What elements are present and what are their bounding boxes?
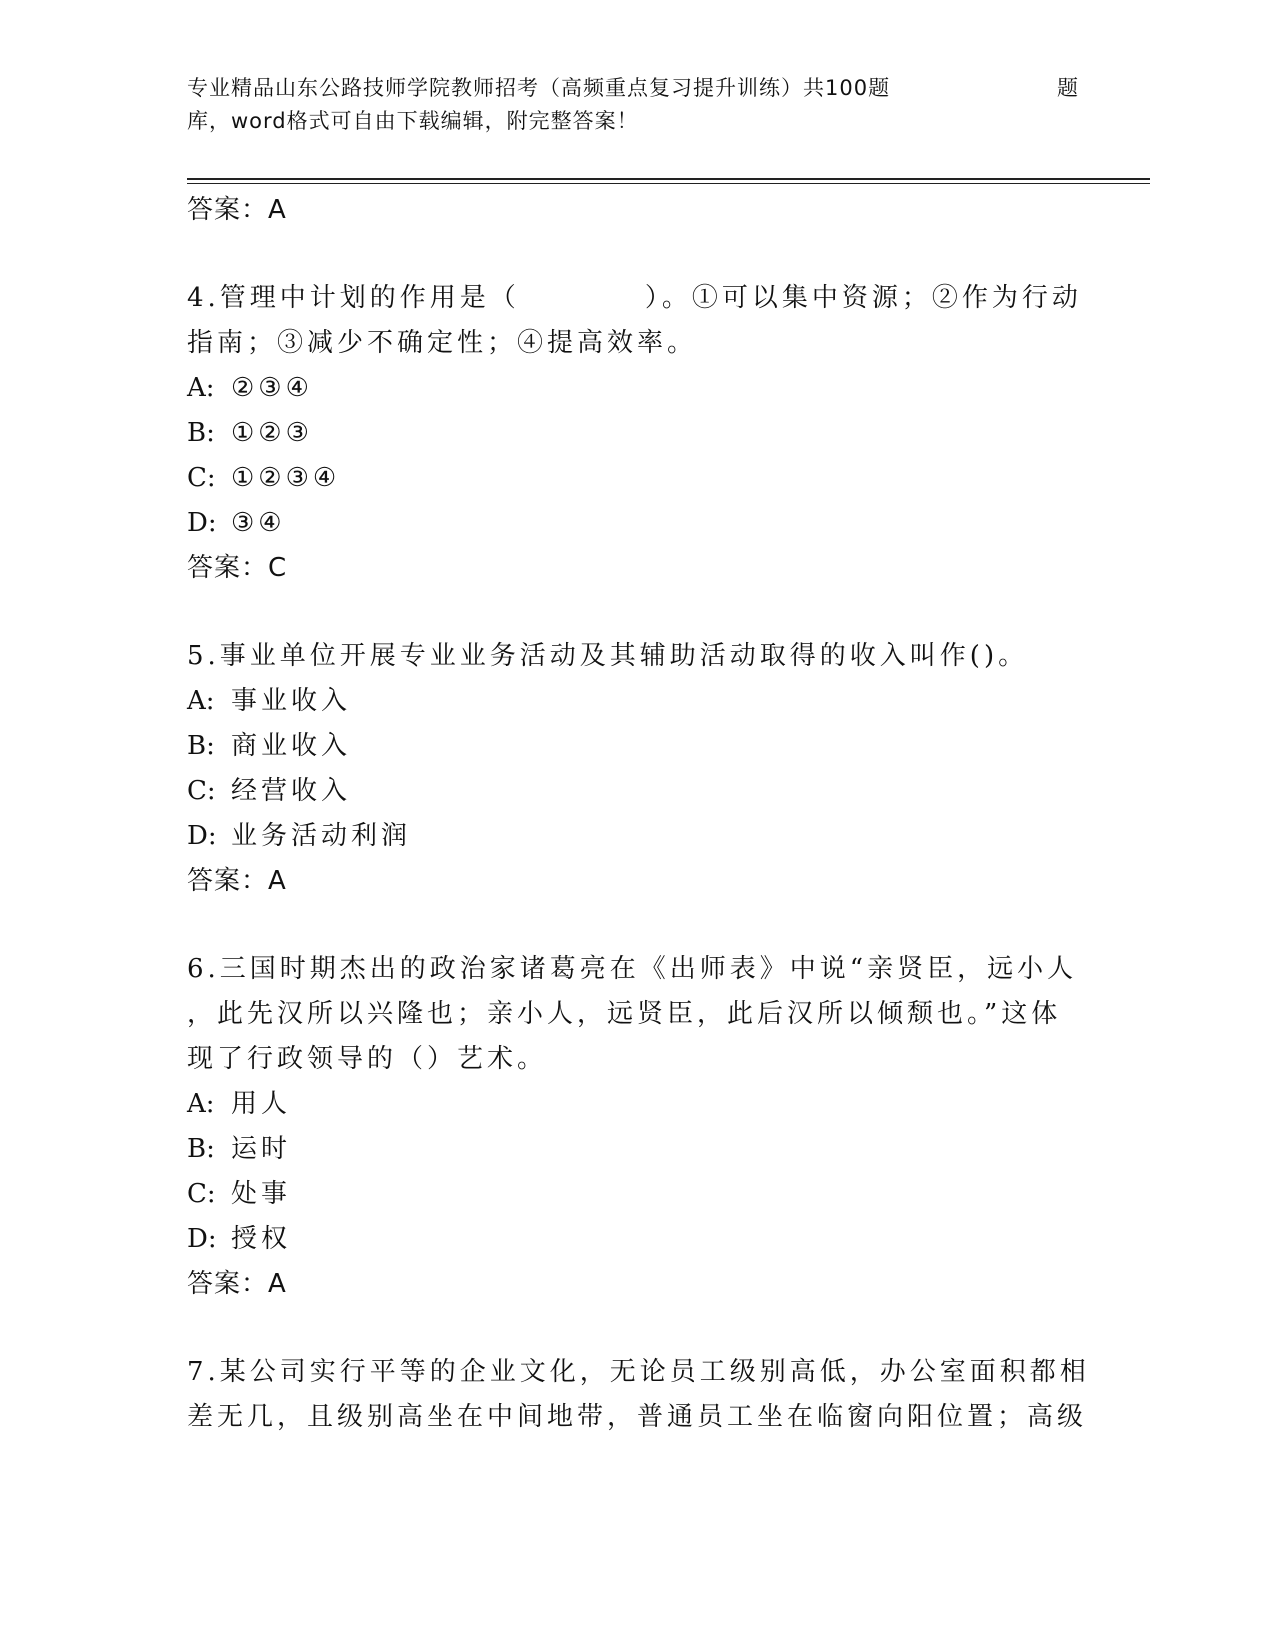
option-c bbox=[187, 456, 1087, 501]
answer-line: 答案：C bbox=[187, 553, 288, 583]
question-4 bbox=[187, 276, 1087, 591]
question-text-line: 7.某公司实行平等的企业文化，无论员工级别高低，办公室面积都相 bbox=[187, 1357, 1090, 1387]
option-a bbox=[187, 679, 1087, 724]
option-a bbox=[187, 366, 1087, 411]
document-header bbox=[187, 72, 1087, 138]
option-text: 经营收入 bbox=[231, 776, 352, 806]
option-c bbox=[187, 1172, 1087, 1217]
option-text: ①②③ bbox=[231, 418, 313, 448]
header-title-tail: 题 bbox=[1057, 76, 1079, 100]
question-text-line: ，此先汉所以兴隆也；亲小人，远贤臣，此后汉所以倾颓也。”这体 bbox=[187, 999, 1062, 1029]
option-key: B: bbox=[187, 731, 215, 761]
option-b bbox=[187, 411, 1087, 456]
question-text bbox=[187, 276, 1087, 321]
option-text: 用人 bbox=[231, 1089, 292, 1119]
option-key: C: bbox=[187, 1179, 216, 1209]
option-text: 业务活动利润 bbox=[231, 821, 412, 851]
header-divider-thin bbox=[187, 183, 1150, 184]
option-text: ①②③④ bbox=[231, 463, 341, 493]
option-d bbox=[187, 501, 1087, 546]
answer-line: 答案：A bbox=[187, 1269, 287, 1299]
option-key: B: bbox=[187, 418, 215, 448]
document-body bbox=[187, 188, 1090, 1440]
question-text-line: 6.三国时期杰出的政治家诸葛亮在《出师表》中说“亲贤臣，远小人 bbox=[187, 954, 1078, 984]
option-c bbox=[187, 769, 1087, 814]
option-key: B: bbox=[187, 1134, 215, 1164]
header-line-2: 库，word格式可自由下载编辑，附完整答案！ bbox=[187, 109, 639, 133]
option-key: D: bbox=[187, 508, 217, 538]
option-a bbox=[187, 1082, 1087, 1127]
question-6 bbox=[187, 947, 1087, 1307]
option-text: 授权 bbox=[231, 1224, 292, 1254]
option-d bbox=[187, 1217, 1087, 1262]
question-text-part: 4.管理中计划的作用是（ bbox=[187, 283, 520, 313]
option-key: A: bbox=[187, 1089, 215, 1119]
option-text: ③④ bbox=[231, 508, 286, 538]
option-key: D: bbox=[187, 1224, 217, 1254]
question-text-line: 5.事业单位开展专业业务活动及其辅助活动取得的收入叫作()。 bbox=[187, 641, 1029, 671]
question-7 bbox=[187, 1350, 1090, 1440]
question-text-part: ）。①可以集中资源；②作为行动 bbox=[644, 283, 1082, 313]
answer-line: 答案：A bbox=[187, 866, 287, 896]
option-key: D: bbox=[187, 821, 217, 851]
option-b bbox=[187, 724, 1087, 769]
option-d bbox=[187, 814, 1087, 859]
option-text: 事业收入 bbox=[231, 686, 352, 716]
question-text-line: 指南；③减少不确定性；④提高效率。 bbox=[187, 328, 698, 358]
header-line-1 bbox=[187, 72, 1087, 105]
answer-line: 答案：A bbox=[187, 195, 287, 225]
question-text-line: 现了行政领导的（）艺术。 bbox=[187, 1044, 548, 1074]
option-key: C: bbox=[187, 463, 216, 493]
option-key: A: bbox=[187, 373, 215, 403]
question-5 bbox=[187, 634, 1087, 904]
option-text: ②③④ bbox=[231, 373, 313, 403]
header-title: 专业精品山东公路技师学院教师招考（高频重点复习提升训练）共100题 bbox=[187, 76, 891, 100]
option-text: 商业收入 bbox=[231, 731, 352, 761]
option-text: 处事 bbox=[231, 1179, 292, 1209]
option-key: A: bbox=[187, 686, 215, 716]
question-text-line: 差无几，且级别高坐在中间地带，普通员工坐在临窗向阳位置；高级 bbox=[187, 1402, 1088, 1432]
option-key: C: bbox=[187, 776, 216, 806]
option-b bbox=[187, 1127, 1087, 1172]
header-divider-thick bbox=[187, 178, 1150, 180]
option-text: 运时 bbox=[231, 1134, 292, 1164]
